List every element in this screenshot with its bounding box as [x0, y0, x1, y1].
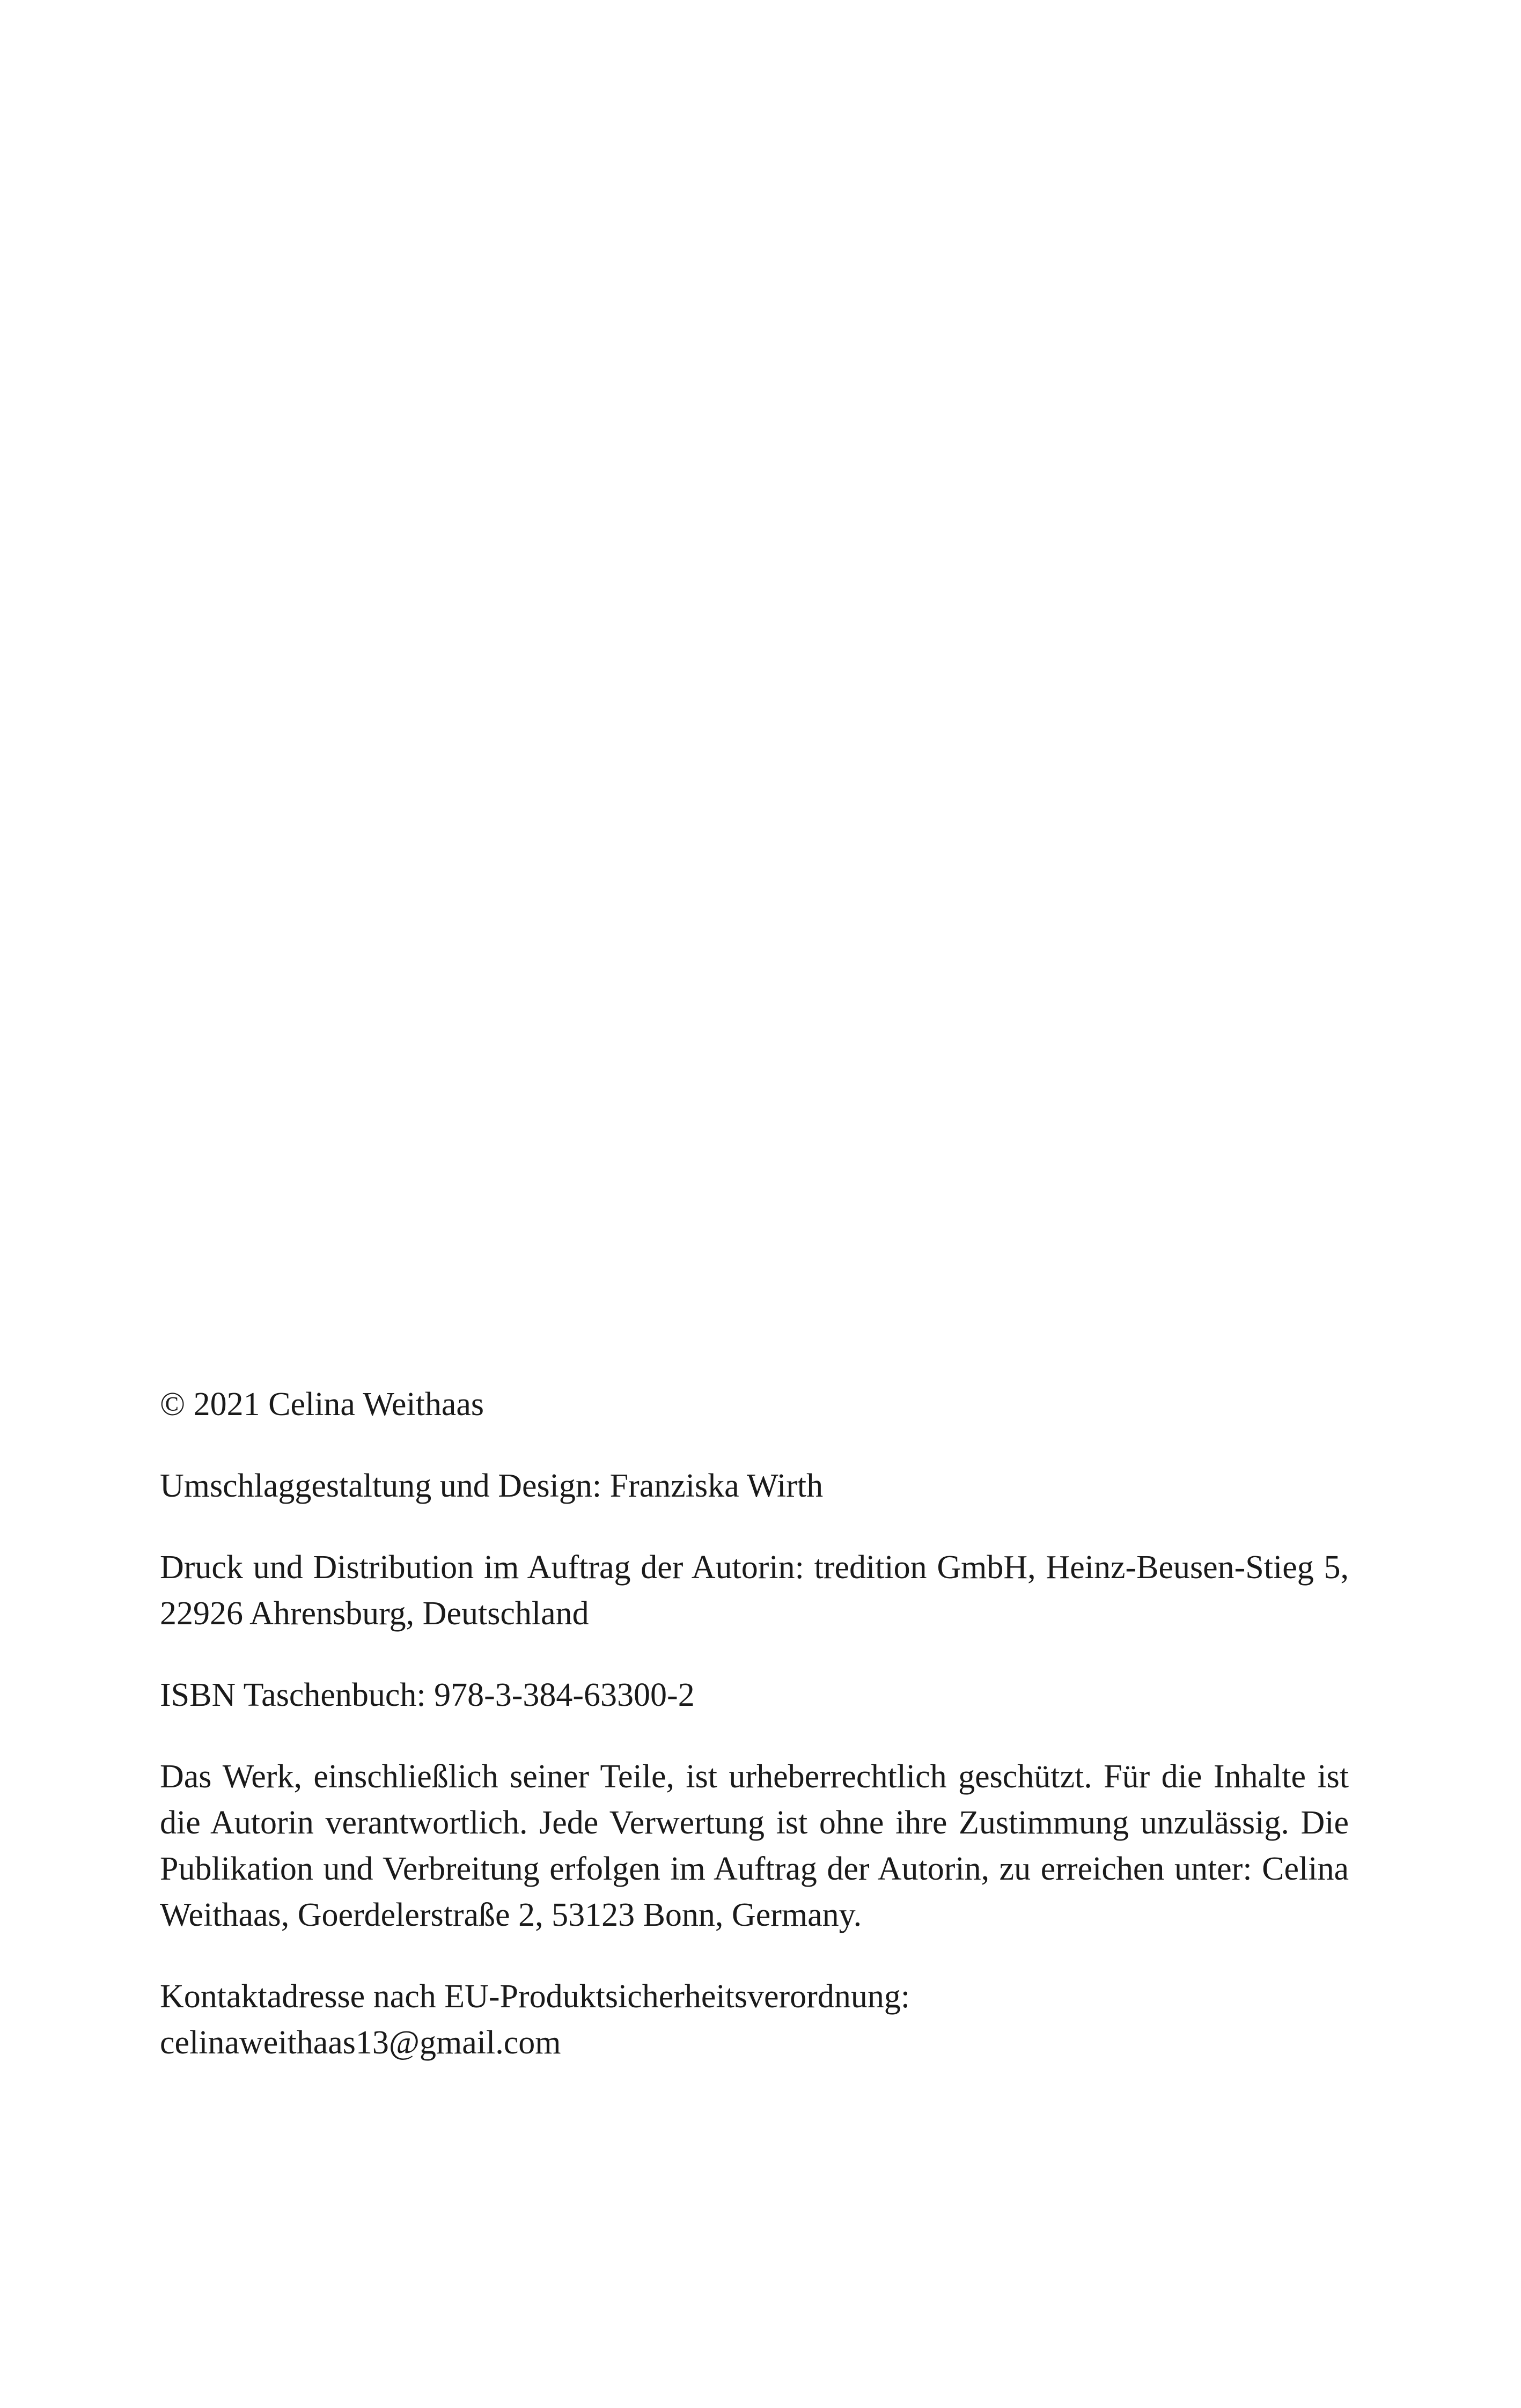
copyright-line: © 2021 Celina Weithaas — [160, 1386, 484, 1423]
contact-block — [160, 1973, 1349, 2066]
rights-notice: Das Werk, einschließlich seiner Teile, ist urheberrechtlich geschützt. Für die Inhalte ist die Autorin verantwortlich. Jede Verwertung ist ohne ihre Zustimmung unzulässig. Die Publikation und Verbreitung erfolgen im Auftrag der Autorin, zu erreichen unter: Celina Weithaas, Goerdelerstraße 2, 53123 Bonn, Germany. — [160, 1758, 1349, 1933]
cover-design-credit: Umschlaggestaltung und Design: Franziska Wirth — [160, 1468, 824, 1504]
print-distribution-notice: Druck und Distribution im Auftrag der Autorin: tredition GmbH, Heinz-Beusen-Stieg 5, 22926 Ahrensburg, Deutschland — [160, 1549, 1349, 1632]
contact-label: Kontaktadresse nach EU-Produktsicherheitsverordnung: — [160, 1978, 910, 2015]
imprint-block — [160, 1381, 1349, 2066]
isbn-line: ISBN Taschenbuch: 978-3-384-63300-2 — [160, 1677, 695, 1713]
contact-email: celinaweithaas13@gmail.com — [160, 2024, 561, 2061]
